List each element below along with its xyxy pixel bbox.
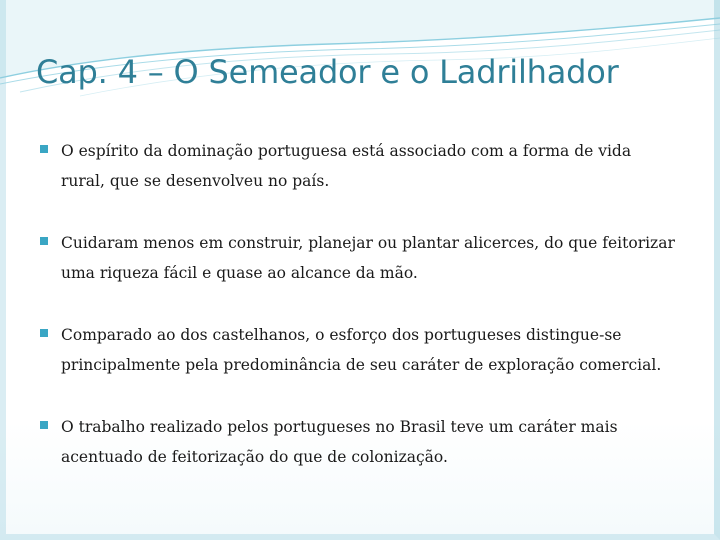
bullet-text: Comparado ao dos castelhanos, o esforço dos portugueses distingue-se principalmente pela predominância de seu caráter de exploração comercial.: [61, 326, 662, 374]
square-bullet-icon: [40, 421, 48, 429]
bullet-text: O trabalho realizado pelos portugueses no Brasil teve um caráter mais acentuado de feitorização do que de colonização.: [61, 418, 618, 466]
bullet-item: [40, 412, 676, 472]
bullet-text: Cuidaram menos em construir, planejar ou plantar alicerces, do que feitorizar uma riqueza fácil e quase ao alcance da mão.: [61, 234, 675, 282]
bullet-text: O espírito da dominação portuguesa está associado com a forma de vida rural, que se desenvolveu no país.: [61, 142, 632, 190]
bullet-item: [40, 320, 676, 380]
square-bullet-icon: [40, 329, 48, 337]
square-bullet-icon: [40, 145, 48, 153]
slide-title: Cap. 4 – O Semeador e o Ladrilhador: [36, 53, 619, 91]
bullet-item: [40, 136, 676, 196]
bullet-item: [40, 228, 676, 288]
bullet-list: [40, 136, 676, 504]
square-bullet-icon: [40, 237, 48, 245]
